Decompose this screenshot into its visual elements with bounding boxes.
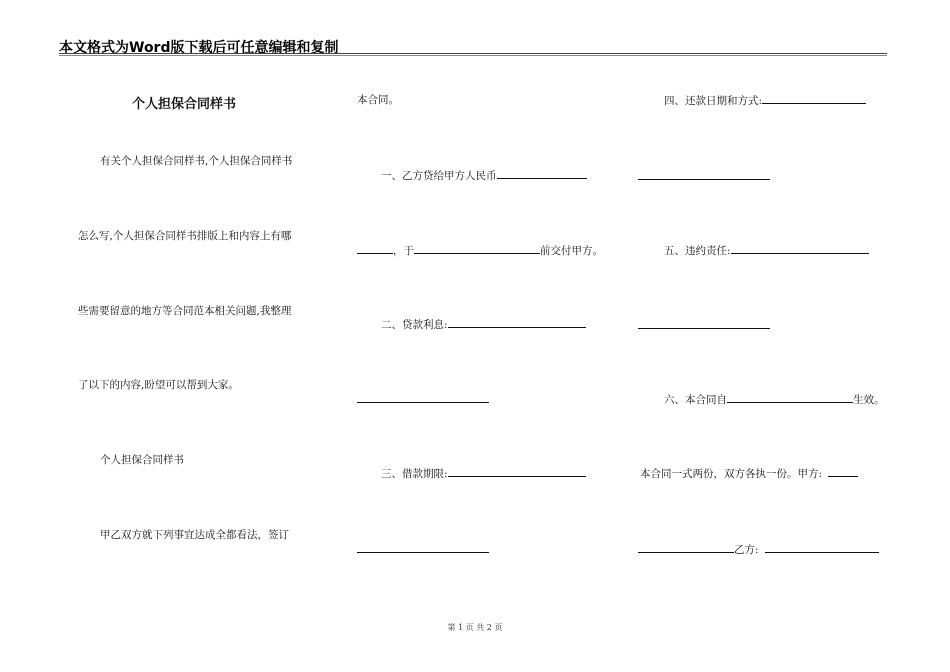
paragraph-line: 了以下的内容,盼望可以帮到大家。 [78,379,239,391]
header-rule [59,53,887,54]
fill-blank [638,542,734,553]
clause-label: 三、借款期限: [381,468,448,480]
fill-blank [448,466,586,477]
fill-blank [762,93,866,104]
clause-loan-amount [381,168,587,183]
clause-label: 二、贷款利息: [381,319,448,331]
clause-copies [640,466,858,481]
clause-delivery-date [357,243,603,258]
clause-label: 本合同一式两份，双方各执一份。甲方: [640,468,823,480]
clause-effective [664,392,885,407]
fill-blank [727,392,853,403]
paragraph-line: 有关个人担保合同样书,个人担保合同样书 [100,155,293,167]
clause-label: 一、乙方贷给甲方人民币 [381,170,497,182]
fill-line [638,179,770,180]
clause-label: ，于 [393,245,414,257]
clause-label: 前交付甲方。 [540,245,603,257]
document-header: 本文格式为Word版下载后可任意编辑和复制 [59,40,339,56]
header-rule-secondary [59,55,887,56]
fill-blank [731,243,869,254]
clause-label: 五、违约责任: [664,245,731,257]
clause-loan-term [381,466,586,481]
clause-liability [664,243,869,258]
paragraph-line: 本合同。 [357,94,399,106]
signature-party-b [638,542,879,557]
fill-blank [828,466,858,477]
paragraph-line: 甲乙双方就下列事宜达成全都看法，签订 [100,529,289,541]
clause-label: 乙方: [734,544,759,556]
fill-line [357,552,489,553]
document-title: 个人担保合同样书 [132,97,237,112]
clause-label: 六、本合同自 [664,394,727,406]
clause-label: 四、还款日期和方式: [664,95,763,107]
fill-blank [357,243,393,254]
clause-repayment [664,93,866,108]
fill-blank [765,542,879,553]
fill-blank [414,243,540,254]
paragraph-line: 些需要留意的地方等合同范本相关问题,我整理 [78,305,292,317]
fill-line [357,402,489,403]
fill-line [638,328,770,329]
page-number: 第 1 页 共 2 页 [447,623,503,632]
fill-blank [497,168,587,179]
paragraph-line: 怎么写,个人担保合同样书排版上和内容上有哪 [78,230,292,242]
fill-blank [448,317,586,328]
section-heading: 个人担保合同样书 [100,454,184,466]
clause-interest [381,317,586,332]
clause-label: 生效。 [853,394,885,406]
